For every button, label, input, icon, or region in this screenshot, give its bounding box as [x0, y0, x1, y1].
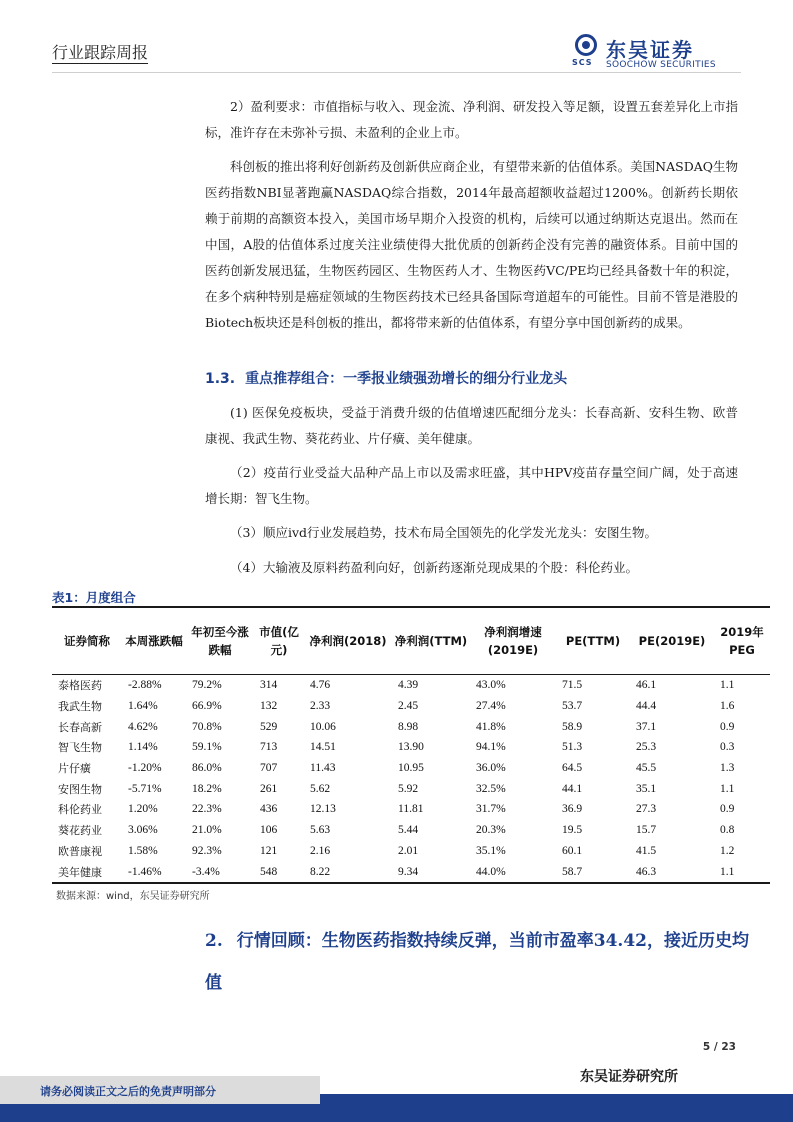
table-cell: 713: [260, 741, 278, 754]
stock-name-cell: 科伦药业: [58, 803, 102, 817]
table-cell: -1.20%: [128, 762, 162, 775]
monthly-portfolio-table: [52, 606, 770, 884]
table-cell: 59.1%: [192, 741, 222, 754]
table-cell: 32.5%: [476, 782, 506, 795]
table-source-note: 数据来源：wind，东吴证券研究所: [56, 891, 210, 902]
table-cell: 8.22: [310, 865, 331, 878]
stock-name-cell: 安图生物: [58, 782, 102, 796]
table-cell: 86.0%: [192, 762, 222, 775]
table-cell: 46.1: [636, 679, 657, 692]
table-cell: 2.45: [398, 700, 419, 713]
paragraph-star-market: 科创板的推出将利好创新药及创新供应商企业，有望带来新的估值体系。美国NASDAQ生物医药指数NBI显著跑赢NASDAQ综合指数，2014年最高超额收益超过1200%。创新药长期依赖于前期的高额资本投入，美国市场早期介入投资的机构，后续可以通过纳斯达克退出。然而在中国，A股的估值体系过度关注业绩使得大批优质的创新药企没有完善的融资体系。目前中国的医药创新发展迅猛，生物医药园区、生物医药人才、生物医药VC/PE均已经具备数十年的积淀，在多个病种特别是癌症领域的生物医药技术已经具备国际弯道超车的可能性。目前不管是港股的Biotech板块还是科创板的推出，都将带来新的估值体系，有望分享中国创新药的成果。: [205, 159, 738, 330]
table-cell: 2.01: [398, 844, 419, 857]
table-cell: 1.20%: [128, 803, 158, 816]
stock-name-cell: 我武生物: [58, 700, 102, 714]
table-cell: 13.90: [398, 741, 424, 754]
table-row: [52, 778, 770, 799]
stock-name-cell: 智飞生物: [58, 741, 102, 755]
table-caption: 表1：月度组合: [52, 590, 136, 605]
table-cell: 58.9: [562, 720, 583, 733]
stock-name-cell: 美年健康: [58, 865, 102, 879]
table-row: [52, 675, 770, 696]
col-header: 证券简称: [52, 608, 122, 675]
table-row: [52, 696, 770, 717]
table-cell: 2.16: [310, 844, 331, 857]
recommendation-4: （4）大输液及原料药盈利向好，创新药逐渐兑现成果的个股：科伦药业。: [230, 560, 638, 575]
table-cell: 35.1%: [476, 844, 506, 857]
table-cell: 18.2%: [192, 782, 222, 795]
page-number: 5 / 23: [702, 1041, 736, 1053]
table-header-row: [52, 608, 770, 675]
table-cell: 261: [260, 782, 278, 795]
table-cell: 10.06: [310, 720, 336, 733]
report-type-title: 行业跟踪周报: [52, 43, 149, 62]
table-cell: 35.1: [636, 782, 657, 795]
table-row: [52, 758, 770, 779]
table-row: [52, 841, 770, 862]
table-cell: 10.95: [398, 762, 424, 775]
col-header: PE(2019E): [630, 608, 714, 675]
table-cell: 5.44: [398, 824, 419, 837]
table-cell: 15.7: [636, 824, 657, 837]
table-cell: 27.3: [636, 803, 657, 816]
table-cell: 22.3%: [192, 803, 222, 816]
table-cell: 44.0%: [476, 865, 506, 878]
table-cell: 51.3: [562, 741, 583, 754]
table-cell: 45.5: [636, 762, 657, 775]
table-cell: 20.3%: [476, 824, 506, 837]
table-cell: 1.1: [720, 679, 735, 692]
recommendation-2: （2）疫苗行业受益大品种产品上市以及需求旺盛，其中HPV疫苗存量空间广阔，处于高速增长期：智飞生物。: [205, 465, 738, 506]
col-header: 本周涨跌幅: [122, 608, 186, 675]
table-cell: 14.51: [310, 741, 336, 754]
table-cell: 5.92: [398, 782, 419, 795]
table-cell: 36.0%: [476, 762, 506, 775]
table-cell: 43.0%: [476, 679, 506, 692]
table-cell: 60.1: [562, 844, 583, 857]
table-cell: 121: [260, 844, 278, 857]
table-cell: 548: [260, 865, 278, 878]
stock-name-cell: 长春高新: [58, 720, 102, 734]
table-cell: 41.8%: [476, 720, 506, 733]
table-cell: 1.1: [720, 865, 735, 878]
recommendation-1: (1) 医保免疫板块，受益于消费升级的估值增速匹配细分龙头：长春高新、安科生物、欧普康视、我武生物、葵花药业、片仔癀、美年健康。: [205, 405, 738, 446]
table-cell: 92.3%: [192, 844, 222, 857]
table-cell: 36.9: [562, 803, 583, 816]
table-cell: 529: [260, 720, 278, 733]
table-cell: 25.3: [636, 741, 657, 754]
table-cell: 1.14%: [128, 741, 158, 754]
table-cell: 31.7%: [476, 803, 506, 816]
institute-name: 东吴证券研究所: [580, 1069, 678, 1085]
table-row: [52, 716, 770, 737]
table-cell: 8.98: [398, 720, 419, 733]
col-header: 净利润(TTM): [392, 608, 470, 675]
table-cell: 0.8: [720, 824, 735, 837]
stock-name-cell: 片仔癀: [58, 762, 91, 776]
col-header: 市值(亿元): [254, 608, 304, 675]
table-cell: 314: [260, 679, 278, 692]
recommendation-3: （3）顺应ivd行业发展趋势，技术布局全国领先的化学发光龙头：安图生物。: [230, 525, 658, 540]
stock-name-cell: 葵花药业: [58, 824, 102, 838]
col-header: PE(TTM): [556, 608, 630, 675]
table-cell: 58.7: [562, 865, 583, 878]
table-cell: -5.71%: [128, 782, 162, 795]
disclaimer-banner: [0, 1076, 320, 1104]
table-row: [52, 799, 770, 820]
table-cell: 0.9: [720, 720, 735, 733]
section-heading-2: 2. 行情回顾：生物医药指数持续反弹，当前市盈率34.42，接近历史均值: [205, 931, 749, 993]
table-cell: 66.9%: [192, 700, 222, 713]
table-cell: 0.3: [720, 741, 735, 754]
table-cell: 41.5: [636, 844, 657, 857]
table-cell: 4.62%: [128, 720, 158, 733]
table-cell: 12.13: [310, 803, 336, 816]
table-cell: -2.88%: [128, 679, 162, 692]
logo-chinese-name: 东吴证券: [606, 38, 694, 62]
paragraph-profit-requirement: 2）盈利要求：市值指标与收入、现金流、净利润、研发投入等足额，设置五套差异化上市指标，准许存在未弥补亏损、未盈利的企业上市。: [205, 99, 738, 140]
table-cell: 11.43: [310, 762, 336, 775]
table-cell: 44.4: [636, 700, 657, 713]
section-heading-1-3: 1.3. 重点推荐组合：一季报业绩强劲增长的细分行业龙头: [205, 371, 568, 387]
col-header: 净利润(2018): [304, 608, 392, 675]
table-cell: 9.34: [398, 865, 419, 878]
table-cell: 4.39: [398, 679, 419, 692]
table-cell: 64.5: [562, 762, 583, 775]
table-cell: 707: [260, 762, 278, 775]
table-cell: 1.1: [720, 782, 735, 795]
table-cell: 94.1%: [476, 741, 506, 754]
table-cell: 132: [260, 700, 278, 713]
table-cell: 106: [260, 824, 278, 837]
col-header: 2019年PEG: [714, 608, 770, 675]
table-cell: 71.5: [562, 679, 583, 692]
table-cell: -3.4%: [192, 865, 220, 878]
stock-name-cell: 欧普康视: [58, 844, 102, 858]
table-cell: 5.62: [310, 782, 331, 795]
disclaimer-text: 请务必阅读正文之后的免责声明部分: [40, 1085, 216, 1098]
table-cell: 44.1: [562, 782, 583, 795]
table-cell: 1.3: [720, 762, 735, 775]
table-cell: 2.33: [310, 700, 331, 713]
table-row: [52, 737, 770, 758]
header-divider: [52, 72, 741, 73]
table-cell: 53.7: [562, 700, 583, 713]
table-cell: 3.06%: [128, 824, 158, 837]
table-row: [52, 820, 770, 841]
table-cell: 1.64%: [128, 700, 158, 713]
table-cell: -1.46%: [128, 865, 162, 878]
table-cell: 27.4%: [476, 700, 506, 713]
col-header: 净利润增速(2019E): [470, 608, 556, 675]
logo-english-name: SOOCHOW SECURITIES: [606, 60, 716, 70]
table-cell: 21.0%: [192, 824, 222, 837]
table-cell: 0.9: [720, 803, 735, 816]
table-row: [52, 861, 770, 882]
table-cell: 1.6: [720, 700, 735, 713]
table-cell: 1.58%: [128, 844, 158, 857]
table-cell: 79.2%: [192, 679, 222, 692]
table-cell: 19.5: [562, 824, 583, 837]
table-cell: 37.1: [636, 720, 657, 733]
soochow-logo: [572, 34, 740, 74]
table-cell: 5.63: [310, 824, 331, 837]
table-cell: 46.3: [636, 865, 657, 878]
col-header: 年初至今涨跌幅: [186, 608, 254, 675]
table-cell: 11.81: [398, 803, 424, 816]
table-cell: 4.76: [310, 679, 331, 692]
table-cell: 70.8%: [192, 720, 222, 733]
table-cell: 436: [260, 803, 278, 816]
stock-name-cell: 泰格医药: [58, 679, 102, 693]
table-cell: 1.2: [720, 844, 735, 857]
logo-mark-icon: SCS: [572, 34, 602, 68]
